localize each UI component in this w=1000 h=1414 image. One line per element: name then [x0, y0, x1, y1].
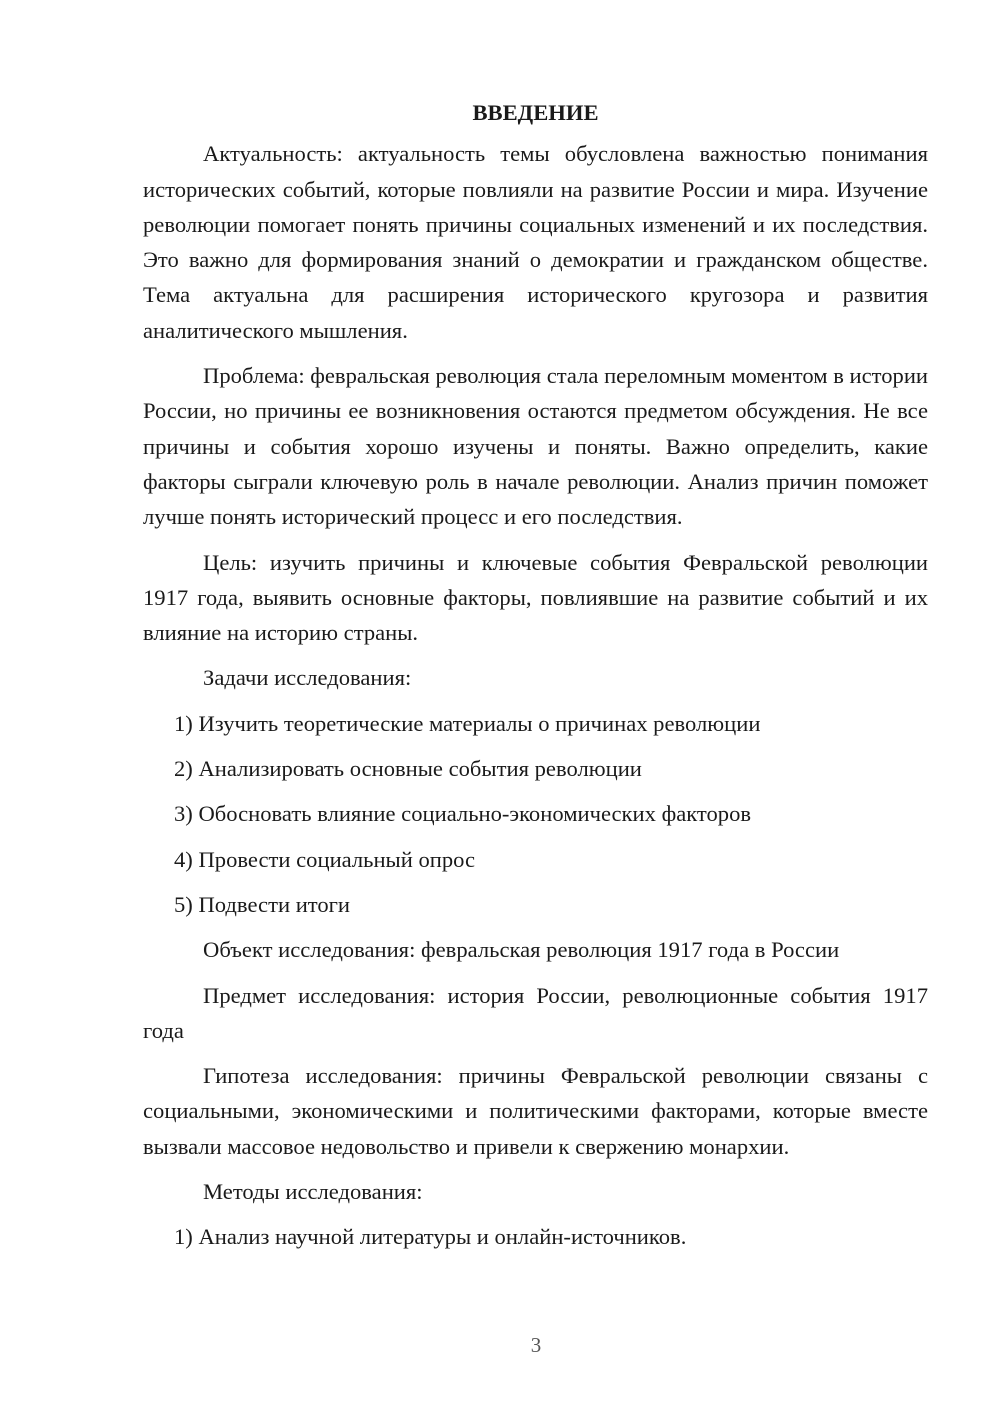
task-item: 4) Провести социальный опрос: [174, 846, 476, 872]
task-item: 1) Изучить теоретические материалы о причинах революции: [174, 710, 761, 736]
subject-paragraph: Предмет исследования: история России, революционные события 1917 года: [143, 982, 928, 1043]
method-item: 1) Анализ научной литературы и онлайн-источников.: [174, 1224, 687, 1250]
task-item: 5) Подвести итоги: [174, 891, 351, 917]
page-number: 3: [530, 1333, 542, 1357]
goal-paragraph: Цель: изучить причины и ключевые события Февральской революции 1917 года, выявить основные факторы, повлиявшие на развитие событий и их влияние на историю страны.: [143, 549, 928, 646]
relevance-paragraph: Актуальность: актуальность темы обусловлена важностью понимания исторических событий, которые повлияли на развитие России и мира. Изучение революции помогает понять причины социальных изменений и их последствия. Это важно для формирования знаний о демократии и гражданском обществе. Тема актуальна для расширения исторического кругозора и развития аналитического мышления.: [143, 141, 928, 343]
task-item: 2) Анализировать основные события революции: [174, 756, 642, 782]
task-item: 3) Обосновать влияние социально-экономических факторов: [174, 801, 752, 827]
section-heading: ВВЕДЕНИЕ: [472, 100, 599, 125]
problem-paragraph: Проблема: февральская революция стала переломным моментом в истории России, но причины ее возникновения остаются предметом обсуждения. Не все причины и события хорошо изучены и поняты. Важно определить, какие факторы сыграли ключевую роль в начале революции. Анализ причин поможет лучше понять исторический процесс и его последствия.: [143, 363, 928, 530]
page-content: [143, 95, 928, 1265]
hypothesis-paragraph: Гипотеза исследования: причины Февральской революции связаны с социальными, экономическими и политическими факторами, которые вместе вызвали массовое недовольство и привели к свержению монархии.: [143, 1063, 928, 1159]
methods-title: Методы исследования:: [203, 1179, 423, 1205]
tasks-title: Задачи исследования:: [203, 665, 412, 691]
object-paragraph: Объект исследования: февральская революция 1917 года в России: [203, 937, 840, 963]
